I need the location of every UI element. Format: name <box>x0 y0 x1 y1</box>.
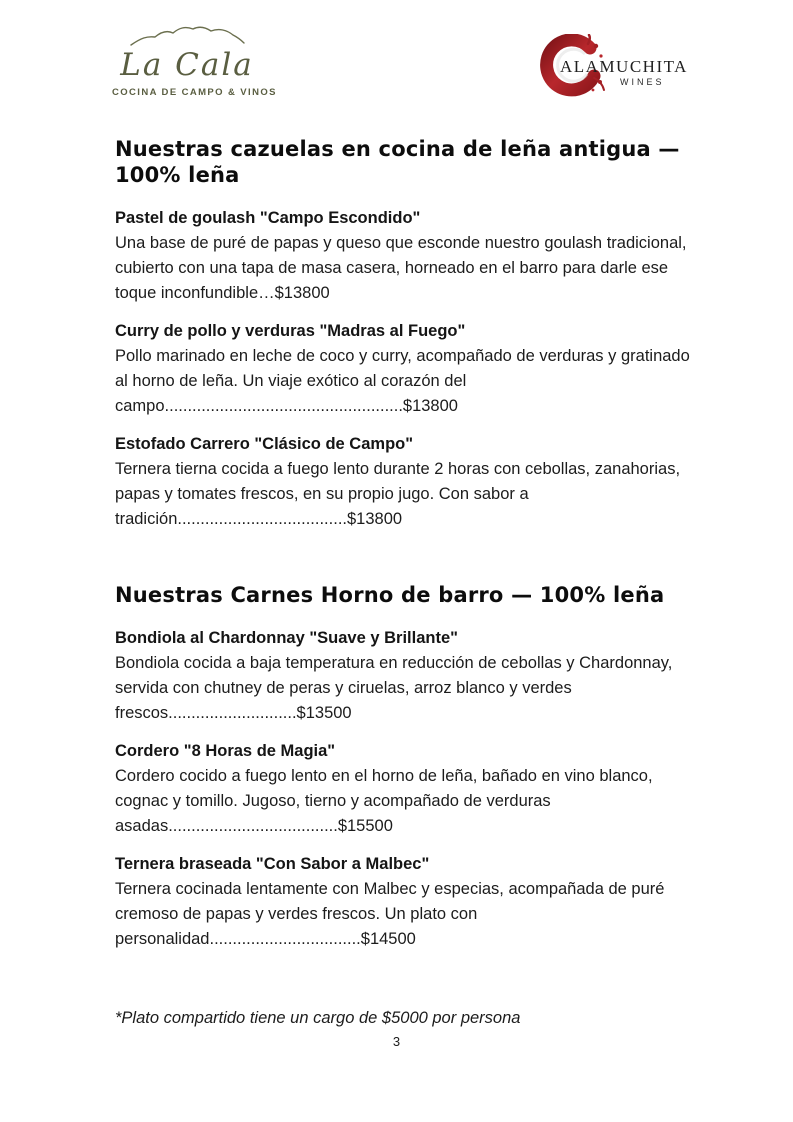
la-cala-wordmark: La Cala <box>120 47 254 83</box>
menu-content <box>115 136 715 1028</box>
item-title: Bondiola al Chardonnay "Suave y Brillante" <box>115 629 458 647</box>
menu-item <box>115 739 715 839</box>
item-description-line: Cordero cocido a fuego lento en el horno de leña, bañado en vino blanco, <box>115 767 653 785</box>
item-price-line: campo....................................................$13800 <box>115 397 458 415</box>
menu-item <box>115 206 715 306</box>
item-description-line: Bondiola cocida a baja temperatura en reducción de cebollas y Chardonnay, <box>115 654 673 672</box>
page-number: 3 <box>392 1034 401 1049</box>
section-heading-carnes: Nuestras Carnes Horno de barro — 100% leña <box>115 583 665 607</box>
item-price-line: toque inconfundible…$13800 <box>115 284 330 302</box>
calamuchita-wordmark: ALAMUCHITA <box>560 57 688 76</box>
calamuchita-logo <box>538 34 698 104</box>
shared-plate-footnote: *Plato compartido tiene un cargo de $5000 por persona <box>115 1009 521 1027</box>
la-cala-logo <box>112 24 277 98</box>
page-header <box>0 24 793 104</box>
menu-item <box>115 852 715 952</box>
section-heading-cazuelas: Nuestras cazuelas en cocina de leña antigua — 100% leña <box>115 137 680 187</box>
item-description-line: cubierto con una tapa de masa casera, horneado en el barro para darle ese <box>115 259 669 277</box>
item-price-line: personalidad.................................$14500 <box>115 930 416 948</box>
item-description-line: al horno de leña. Un viaje exótico al corazón del <box>115 372 467 390</box>
item-description-line: papas y tomates frescos, en su propio jugo. Con sabor a <box>115 485 529 503</box>
item-description-line: cremoso de papas y verdes frescos. Un plato con <box>115 905 478 923</box>
item-title: Curry de pollo y verduras "Madras al Fuego" <box>115 322 466 340</box>
item-price-line: frescos............................$13500 <box>115 704 352 722</box>
item-title: Cordero "8 Horas de Magia" <box>115 742 336 760</box>
item-description-line: servida con chutney de peras y ciruelas, arroz blanco y verdes <box>115 679 572 697</box>
mountain-icon <box>127 24 247 48</box>
item-price-line: asadas.....................................$15500 <box>115 817 393 835</box>
item-description-line: Pollo marinado en leche de coco y curry, acompañado de verduras y gratinado <box>115 347 690 365</box>
item-title: Pastel de goulash "Campo Escondido" <box>115 209 421 227</box>
menu-item <box>115 626 715 726</box>
item-description-line: Ternera tierna cocida a fuego lento durante 2 horas con cebollas, zanahorias, <box>115 460 681 478</box>
item-title: Ternera braseada "Con Sabor a Malbec" <box>115 855 430 873</box>
la-cala-tagline: COCINA DE CAMPO & VINOS <box>112 87 277 98</box>
menu-item <box>115 319 715 419</box>
item-description-line: Ternera cocinada lentamente con Malbec y especias, acompañada de puré <box>115 880 665 898</box>
item-description-line: cognac y tomillo. Jugoso, tierno y acompañado de verduras <box>115 792 551 810</box>
menu-item <box>115 432 715 532</box>
item-price-line: tradición.....................................$13800 <box>115 510 403 528</box>
item-description-line: Una base de puré de papas y queso que esconde nuestro goulash tradicional, <box>115 234 687 252</box>
calamuchita-wines-label: WINES <box>620 77 665 87</box>
item-title: Estofado Carrero "Clásico de Campo" <box>115 435 414 453</box>
